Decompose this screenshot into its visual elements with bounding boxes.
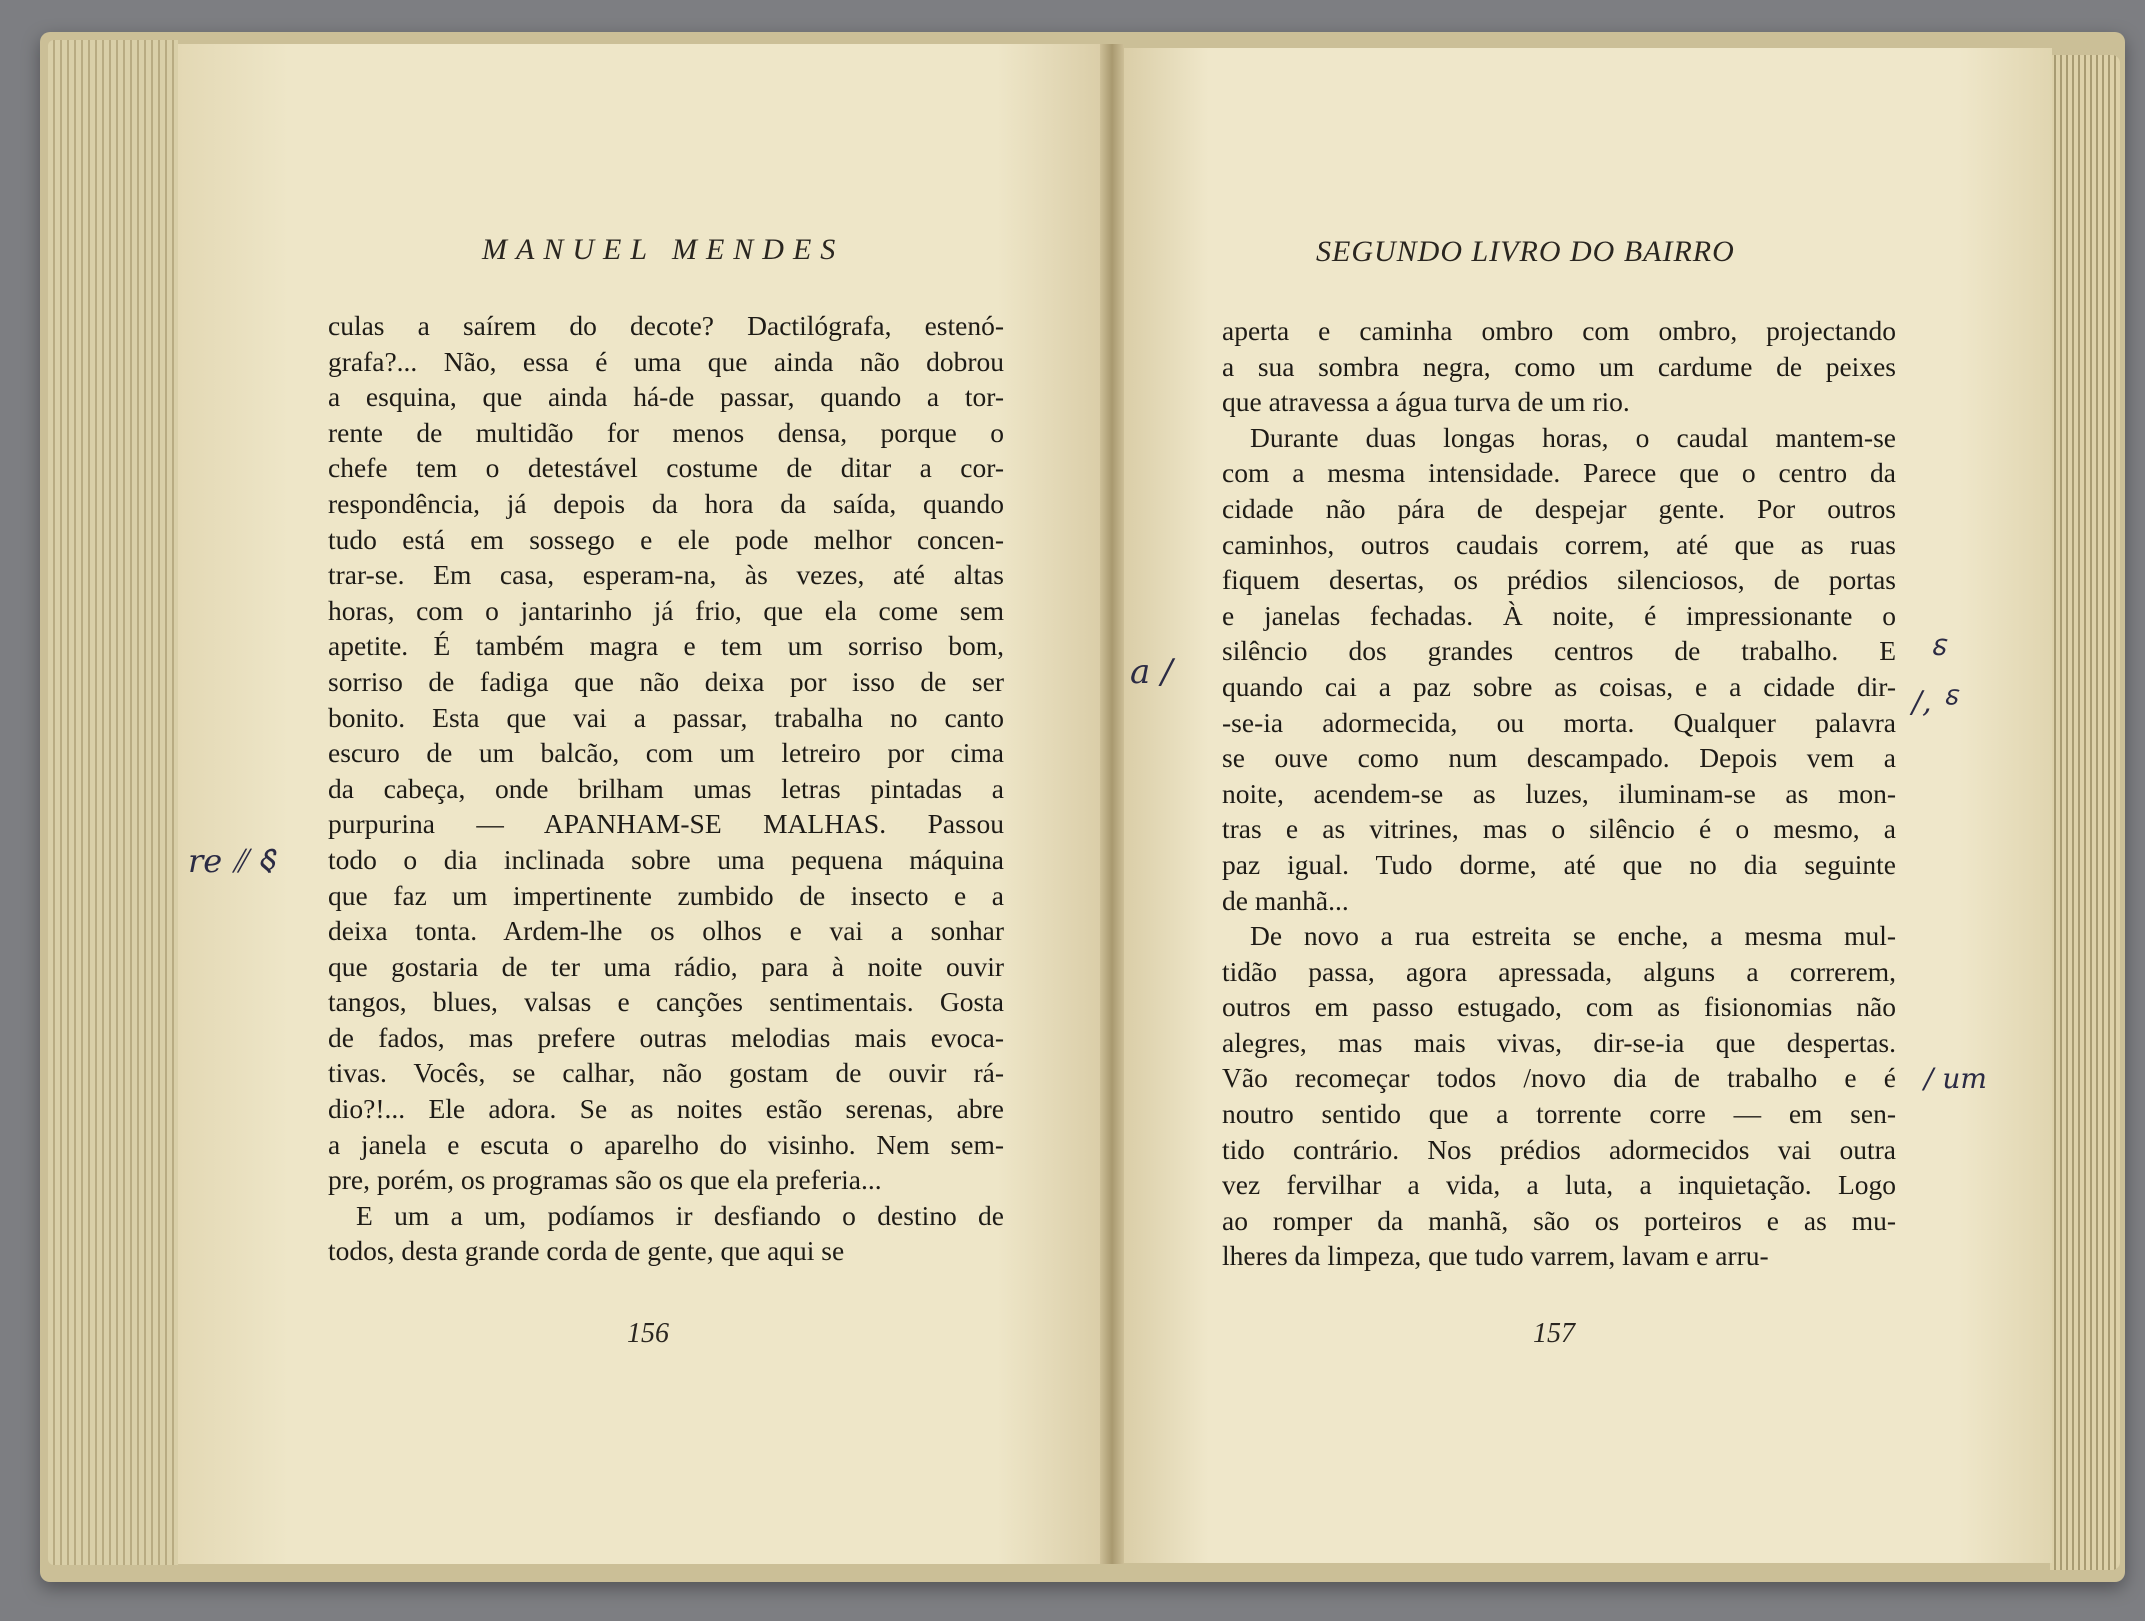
right-page-number: 157	[1533, 1318, 1575, 1349]
text-line: tido contrário. Nos prédios adormecidos vai outra	[1222, 1133, 1896, 1165]
text-line: de manhã...	[1222, 884, 1349, 916]
text-line: dio?!... Ele adora. Se as noites estão serenas, abre	[328, 1093, 1004, 1125]
text-line: rente de multidão for menos densa, porque o	[328, 416, 1004, 448]
text-line: se ouve como num descampado. Depois vem a	[1222, 742, 1896, 774]
text-line: chefe tem o detestável costume de ditar a cor-	[328, 452, 1004, 484]
text-line: Durante duas longas horas, o caudal mantem-se	[1250, 421, 1896, 453]
page-edges-left	[48, 40, 178, 1565]
text-line: ao romper da manhã, são os porteiros e as mu-	[1222, 1204, 1896, 1236]
text-line: fiquem desertas, os prédios silenciosos, de portas	[1222, 564, 1896, 596]
text-line: tudo está em sossego e ele pode melhor concen-	[328, 523, 1004, 555]
text-line: horas, com o jantarinho já frio, que ela come sem	[328, 594, 1004, 626]
text-line: a janela e escuta o aparelho do visinho. Nem sem-	[328, 1128, 1004, 1160]
right-margin-correction-3: / um	[1924, 1062, 1987, 1095]
text-line: noutro sentido que a torrente corre — em sen-	[1222, 1098, 1896, 1130]
text-line: lheres da limpeza, que tudo varrem, lavam e arru-	[1222, 1240, 1769, 1272]
text-line: escuro de um balcão, com um letreiro por cima	[328, 737, 1004, 769]
text-line: sorriso de fadiga que não deixa por isso de ser	[328, 665, 1004, 697]
text-line: culas a saírem do decote? Dactilógrafa, estenó-	[328, 310, 1004, 341]
text-line: cidade não pára de despejar gente. Por outros	[1222, 492, 1896, 524]
text-line: vez fervilhar a vida, a luta, a inquietação. Logo	[1222, 1169, 1896, 1201]
text-line: E um a um, podíamos ir desfiando o destino de	[356, 1199, 1004, 1231]
text-line: com a mesma intensidade. Parece que o centro da	[1222, 457, 1896, 489]
text-line: bonito. Esta que vai a passar, trabalha no canto	[328, 701, 1004, 733]
text-line: que faz um impertinente zumbido de insecto e a	[328, 879, 1004, 911]
text-line: silêncio dos grandes centros de trabalho. E	[1222, 635, 1896, 667]
text-line: alegres, mas mais vivas, dir-se-ia que despertas.	[1222, 1026, 1896, 1058]
text-line: e janelas fechadas. À noite, é impressionante o	[1222, 599, 1896, 631]
text-line: tidão passa, agora apressada, alguns a correrem,	[1222, 955, 1896, 987]
text-line: Vão recomeçar todos /novo dia de trabalho e é	[1222, 1062, 1896, 1094]
text-line: -se-ia adormecida, ou morta. Qualquer palavra	[1222, 706, 1896, 738]
text-line: a sua sombra negra, como um cardume de peixes	[1222, 350, 1896, 382]
text-line: a esquina, que ainda há-de passar, quando a tor-	[328, 381, 1004, 413]
text-line: todos, desta grande corda de gente, que aqui se	[328, 1235, 845, 1267]
text-line: quando cai a paz sobre as coisas, e a cidade dir-	[1222, 670, 1896, 702]
text-line: que atravessa a água turva de um rio.	[1222, 386, 1630, 418]
text-line: noite, acendem-se as luzes, iluminam-se as mon-	[1222, 777, 1896, 809]
text-line: purpurina — APANHAM-SE MALHAS. Passou	[328, 808, 1004, 840]
text-line: trar-se. Em casa, esperam-na, às vezes, até altas	[328, 559, 1004, 591]
text-line: da cabeça, onde brilham umas letras pintadas a	[328, 772, 1004, 804]
text-line: tangos, blues, valsas e canções sentimentais. Gosta	[328, 986, 1004, 1018]
book-gutter	[1100, 44, 1124, 1564]
page-edges-right	[2050, 55, 2120, 1570]
text-line: deixa tonta. Ardem-lhe os olhos e vai a sonhar	[328, 915, 1004, 947]
text-line: tras e as vitrines, mas o silêncio é o mesmo, a	[1222, 813, 1896, 845]
text-line: respondência, já depois da hora da saída, quando	[328, 487, 1004, 519]
text-line: tivas. Vocês, se calhar, não gostam de ouvir rá-	[328, 1057, 1004, 1089]
text-line: outros em passo estugado, com as fisionomias não	[1222, 991, 1896, 1023]
text-line: grafa?... Não, essa é uma que ainda não dobrou	[328, 345, 1004, 377]
right-margin-correction-1: ⸹	[1928, 633, 1945, 671]
text-line: de fados, mas prefere outras melodias mais evoca-	[328, 1021, 1004, 1053]
text-line: pre, porém, os programas são os que ela preferia...	[328, 1164, 882, 1196]
text-line: De novo a rua estreita se enche, a mesma mul-	[1250, 920, 1896, 952]
right-body-text	[1222, 313, 1896, 1274]
left-body-text	[328, 308, 1004, 1269]
left-page-number: 156	[627, 1318, 669, 1349]
right-running-head: SEGUNDO LIVRO DO BAIRRO	[1316, 235, 1735, 268]
text-line: caminhos, outros caudais correm, até que as ruas	[1222, 528, 1896, 560]
text-line: todo o dia inclinada sobre uma pequena máquina	[328, 843, 1004, 875]
right-margin-note-a: a /	[1130, 652, 1173, 692]
text-line: apetite. É também magra e tem um sorriso bom,	[328, 630, 1004, 662]
right-margin-correction-2: /, ⸹	[1912, 685, 1957, 720]
text-line: aperta e caminha ombro com ombro, projectando	[1222, 315, 1896, 346]
left-margin-correction: re ⫽ ⸹	[188, 842, 275, 880]
text-line: paz igual. Tudo dorme, até que no dia seguinte	[1222, 848, 1896, 880]
text-line: que gostaria de ter uma rádio, para à noite ouvir	[328, 950, 1004, 982]
left-running-head: MANUEL MENDES	[482, 233, 845, 266]
